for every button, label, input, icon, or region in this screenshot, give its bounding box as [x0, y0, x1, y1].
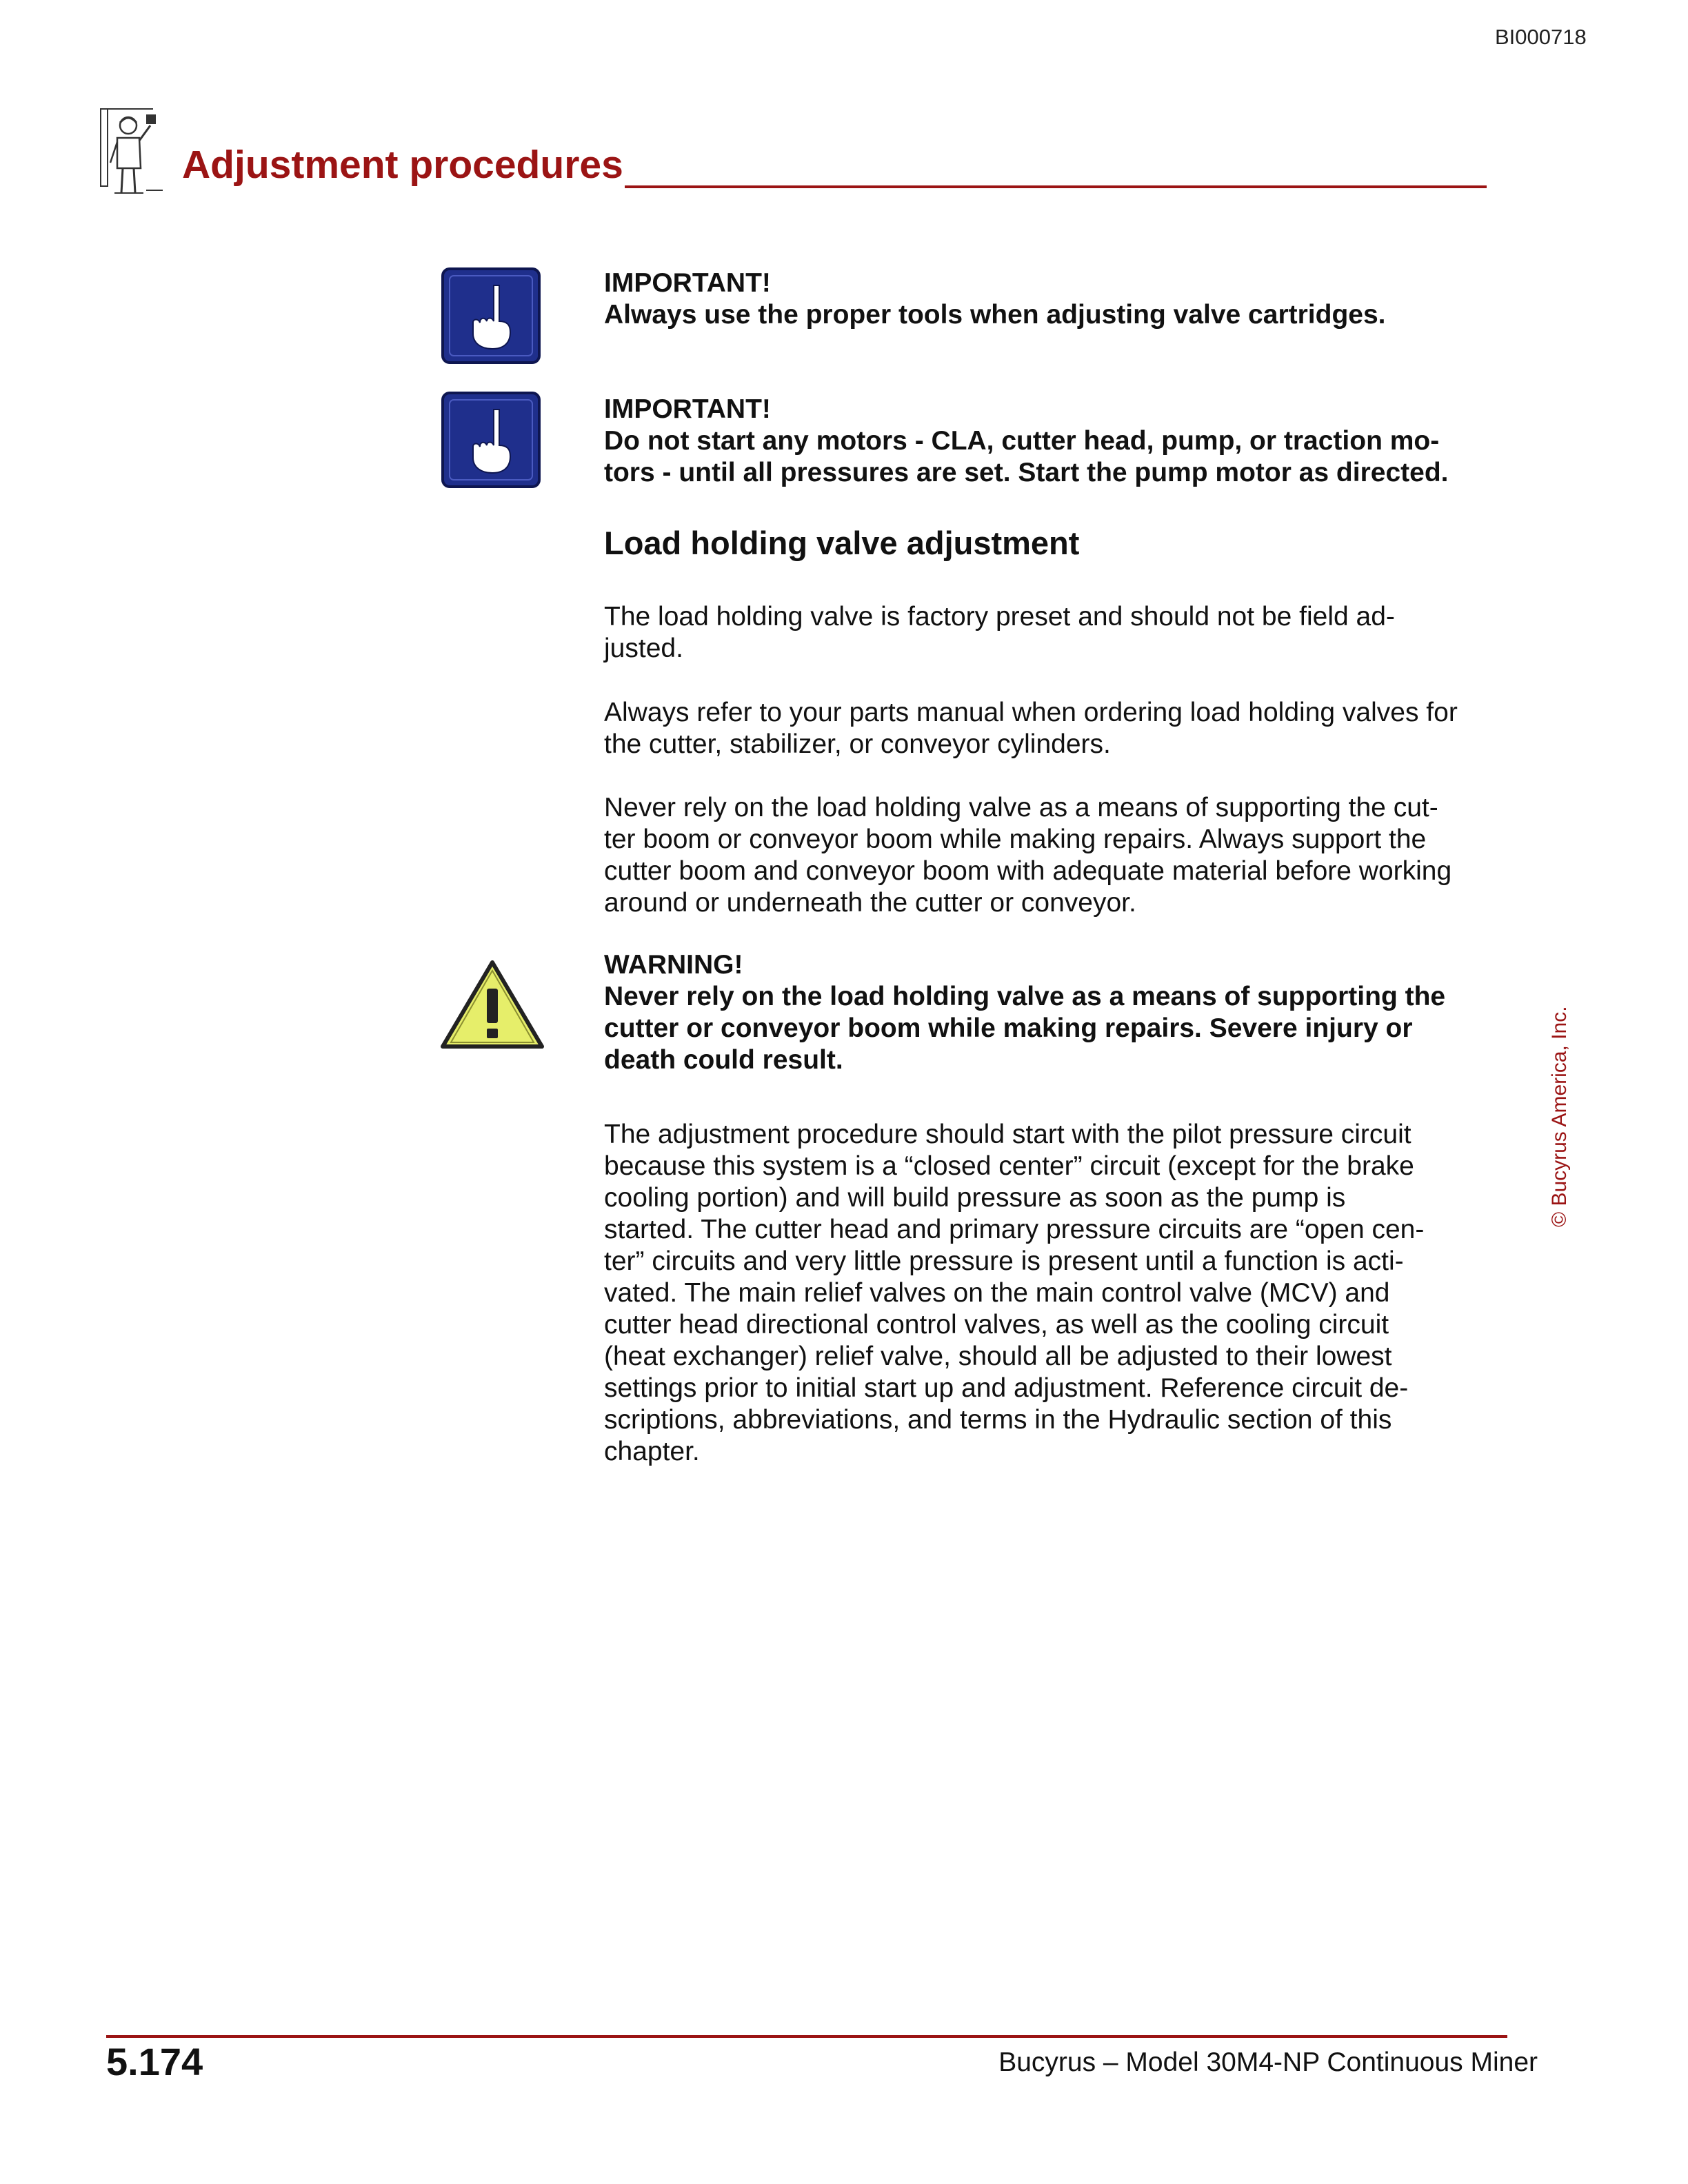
notice-line: Do not start any motors - CLA, cutter head, pump, or traction mo- — [604, 426, 1440, 456]
paragraph-line: started. The cutter head and primary pressure circuits are “open cen- — [604, 1215, 1425, 1244]
paragraph-line: chapter. — [604, 1437, 700, 1466]
notice-line: tors - until all pressures are set. Start the pump motor as directed. — [604, 458, 1449, 487]
body-paragraph — [604, 792, 1494, 919]
paragraph-line: because this system is a “closed center” circuit (except for the brake — [604, 1151, 1414, 1181]
warning-line: Never rely on the load holding valve as a means of supporting the — [604, 982, 1446, 1011]
paragraph-line: vated. The main relief valves on the main control valve (MCV) and — [604, 1278, 1390, 1308]
paragraph-line: ter boom or conveyor boom while making repairs. Always support the — [604, 825, 1427, 854]
notice-body: Always use the proper tools when adjusting valve cartridges. — [604, 300, 1386, 330]
paragraph-line: around or underneath the cutter or conveyor. — [604, 888, 1136, 918]
document-id: BI000718 — [1495, 25, 1587, 49]
pointing-hand-icon — [441, 267, 541, 364]
footer-rule — [106, 2035, 1507, 2038]
warning-triangle-icon — [440, 958, 545, 1052]
paragraph-line: The adjustment procedure should start with the pilot pressure circuit — [604, 1120, 1411, 1149]
paragraph-line: scriptions, abbreviations, and terms in the Hydraulic section of this — [604, 1405, 1392, 1435]
important-notice — [604, 267, 1500, 331]
footer-title: Bucyrus – Model 30M4-NP Continuous Miner — [998, 2048, 1538, 2077]
paragraph-line: ter” circuits and very little pressure is present until a function is acti- — [604, 1246, 1404, 1276]
paragraph-line: Never rely on the load holding valve as a means of supporting the cut- — [604, 793, 1438, 822]
notice-heading: IMPORTANT! — [604, 268, 771, 298]
paragraph-line: (heat exchanger) relief valve, should all be adjusted to their lowest — [604, 1342, 1392, 1371]
warning-line: death could result. — [604, 1045, 843, 1075]
paragraph-line: justed. — [604, 634, 683, 663]
paragraph-line: cutter head directional control valves, as well as the cooling circuit — [604, 1310, 1389, 1339]
title-rule — [625, 185, 1487, 188]
important-notice — [604, 394, 1500, 489]
paragraph-line: The load holding valve is factory preset and should not be field ad- — [604, 602, 1395, 631]
paragraph-line: the cutter, stabilizer, or conveyor cylinders. — [604, 729, 1111, 759]
paragraph-line: cutter boom and conveyor boom with adequate material before working — [604, 856, 1452, 886]
mechanic-with-wrench-icon — [97, 105, 165, 199]
page-number: 5.174 — [106, 2040, 203, 2083]
body-paragraph — [604, 1119, 1494, 1468]
subsection-heading: Load holding valve adjustment — [604, 525, 1080, 561]
section-title: Adjustment procedures — [182, 143, 623, 187]
body-paragraph — [604, 697, 1494, 760]
notice-heading: IMPORTANT! — [604, 394, 771, 424]
paragraph-line: settings prior to initial start up and adjustment. Reference circuit de- — [604, 1373, 1409, 1403]
copyright-notice: © Bucyrus America, Inc. — [1548, 1006, 1571, 1227]
paragraph-line: Always refer to your parts manual when ordering load holding valves for — [604, 698, 1458, 727]
body-paragraph — [604, 601, 1494, 665]
paragraph-line: cooling portion) and will build pressure as soon as the pump is — [604, 1183, 1346, 1213]
warning-line: cutter or conveyor boom while making repairs. Severe injury or — [604, 1013, 1413, 1043]
warning-notice — [604, 949, 1500, 1076]
warning-heading: WARNING! — [604, 950, 743, 980]
pointing-hand-icon — [441, 392, 541, 488]
